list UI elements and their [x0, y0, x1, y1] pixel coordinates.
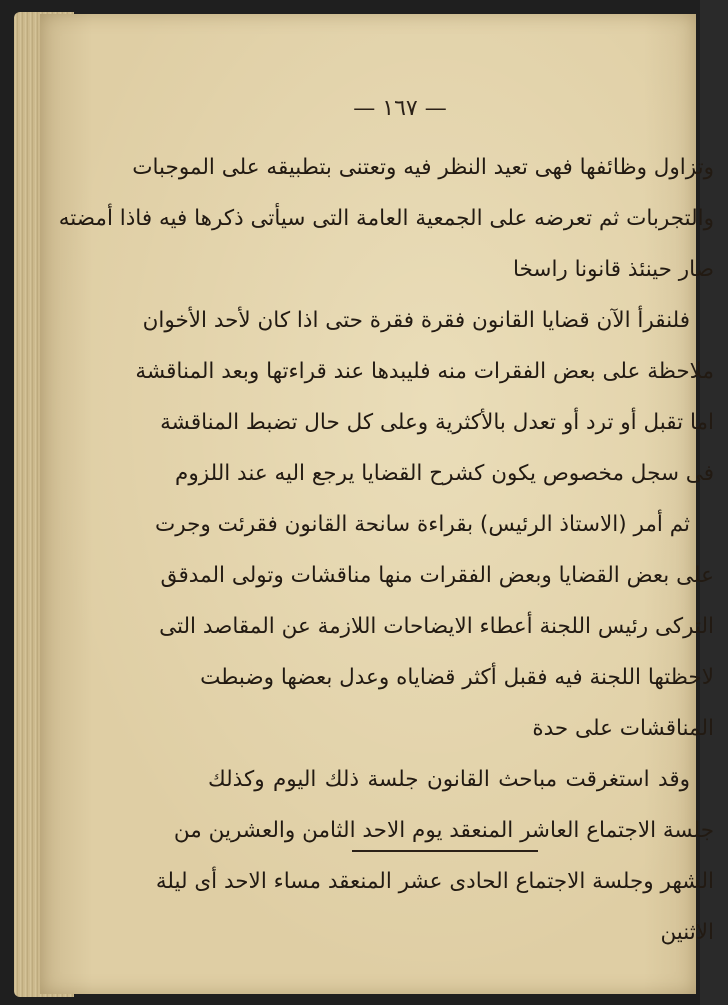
end-rule [352, 850, 538, 852]
text-line: لاحظتها اللجنة فيه فقبل أكثر قضاياه وعدل بعضها وضبطت [200, 665, 714, 690]
text-line: ثم أمر (الاستاذ الرئيس) بقراءة سانحة القانون فقرئت وجرت [155, 512, 690, 537]
text-line: المناقشات على حدة [532, 716, 714, 741]
text-line: فى سجل مخصوص يكون كشرح القضايا يرجع اليه عند اللزوم [175, 461, 714, 486]
page-number: — ١٦٧ — [353, 96, 447, 121]
text-line: اما تقبل أو ترد أو تعدل بالأكثرية وعلى كل حال تضبط المناقشة [160, 410, 714, 435]
text-line: على بعض القضايا وبعض الفقرات منها مناقشات وتولى المدقق [160, 563, 714, 588]
text-line: وقد استغرقت مباحث القانون جلسة ذلك اليوم وكذلك [208, 767, 690, 792]
text-line: وتزاول وظائفها فهى تعيد النظر فيه وتعتنى بتطبيقه على الموجبات [132, 155, 714, 180]
text-line: فلنقرأ الآن قضايا القانون فقرة فقرة حتى اذا كان لأحد الأخوان [142, 308, 690, 333]
text-line: التركى رئيس اللجنة أعطاء الايضاحات اللازمة عن المقاصد التى [159, 614, 714, 639]
text-line: الاثنين [660, 920, 714, 945]
text-line: الشهر وجلسة الاجتماع الحادى عشر المنعقد مساء الاحد أى ليلة [155, 869, 714, 894]
text-line: جلسة الاجتماع العاشر المنعقد يوم الاحد الثامن والعشرين من [173, 818, 714, 843]
body-text [58, 142, 714, 958]
text-line: صار حينئذ قانونا راسخا [513, 257, 714, 282]
text-line: ملاحظة على بعض الفقرات منه فليبدها عند قراءتها وبعد المناقشة [135, 359, 714, 384]
book-page [40, 14, 714, 994]
text-line: والتجربات ثم تعرضه على الجمعية العامة التى سيأتى ذكرها فيه فاذا أمضته [58, 206, 714, 231]
